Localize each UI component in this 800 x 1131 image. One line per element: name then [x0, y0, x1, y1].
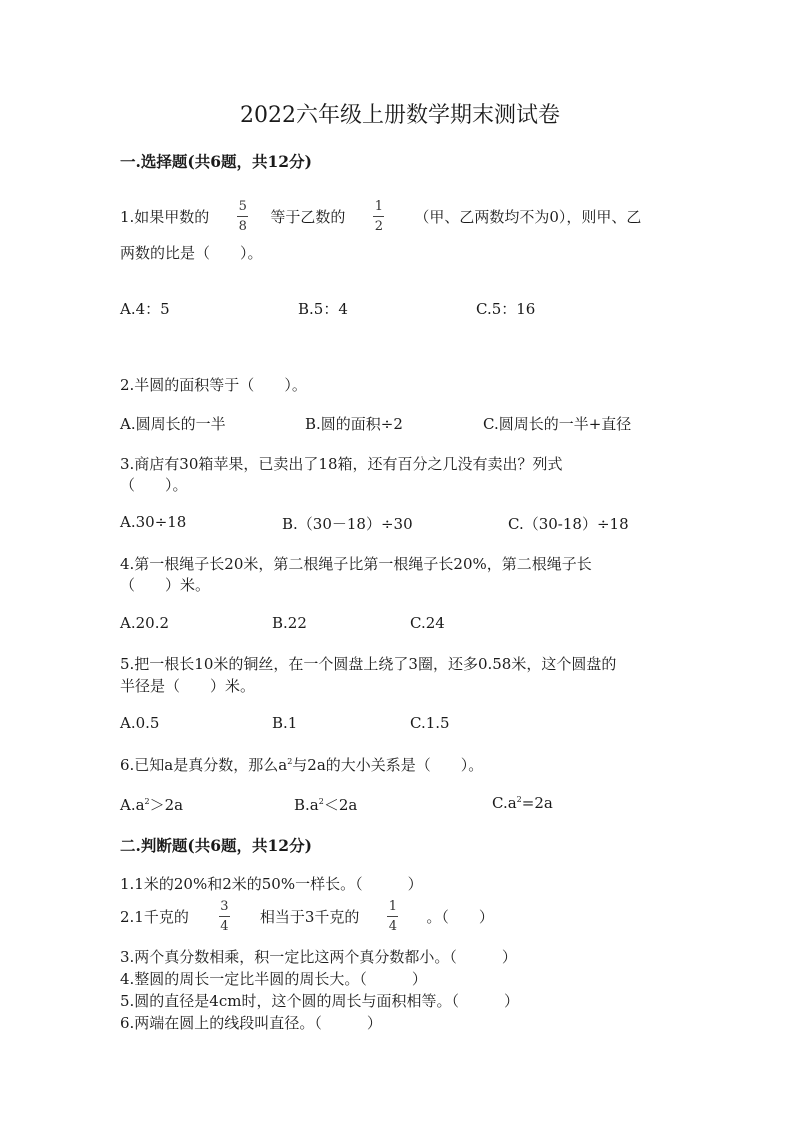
- q4-option-b: B.22: [272, 614, 307, 632]
- fraction-numerator: 1: [374, 199, 383, 214]
- q2-option-c: C.圆周长的一半+直径: [483, 415, 632, 433]
- q1-text-pre: 1.如果甲数的: [120, 208, 210, 226]
- q6-option-b: [294, 794, 357, 815]
- q6-a-pre: A.a: [120, 796, 145, 814]
- question-4: 4.第一根绳子长20米，第二根绳子比第一根绳子长20%，第二根绳子长: [120, 555, 592, 573]
- fraction-one-half: [373, 200, 384, 233]
- page-title: 2022六年级上册数学期末测试卷: [240, 103, 560, 128]
- q6-b-pre: B.a: [294, 796, 319, 814]
- q6-option-c: [492, 794, 553, 812]
- q1-option-b: B.5：4: [298, 300, 348, 318]
- q1-option-a: A.4：5: [120, 300, 170, 318]
- question-6: [120, 754, 483, 775]
- q2-option-a: A.圆周长的一半: [120, 415, 226, 433]
- q6-c-post: =2a: [521, 794, 553, 812]
- q3-line2: （ ）。: [120, 476, 188, 494]
- judgement-2: [120, 900, 494, 933]
- fraction-denominator: 8: [238, 219, 247, 234]
- superscript-2: 2: [287, 757, 293, 766]
- j2-text-mid: 相当于3千克的: [259, 908, 360, 926]
- q1-text-mid: 等于乙数的: [270, 208, 346, 226]
- q6-text-pre: 6.已知a是真分数，那么a: [120, 756, 288, 774]
- q5-line2: 半径是（ ）米。: [120, 677, 256, 695]
- q6-b-post: ＜2a: [323, 796, 358, 814]
- question-2: 2.半圆的面积等于（ ）。: [120, 376, 307, 394]
- fraction-numerator: 3: [220, 899, 229, 914]
- fraction-one-quarter: [387, 900, 398, 933]
- fraction-five-eighths: [237, 200, 248, 233]
- q1-text-post: （甲、乙两数均不为0），则甲、乙: [414, 208, 642, 226]
- q3-option-c: C.（30-18）÷18: [508, 515, 629, 533]
- fraction-denominator: 4: [220, 919, 229, 934]
- q1-line2: 两数的比是（ ）。: [120, 244, 263, 262]
- q3-option-a: A.30÷18: [120, 513, 187, 531]
- superscript-2: 2: [516, 795, 522, 804]
- q6-text-post: 与2a的大小关系是（ ）。: [292, 756, 484, 774]
- q5-option-a: A.0.5: [120, 714, 160, 732]
- fraction-denominator: 4: [388, 919, 398, 934]
- q6-a-post: ＞2a: [149, 796, 184, 814]
- q4-option-c: C.24: [410, 614, 445, 632]
- question-5: 5.把一根长10米的铜丝，在一个圆盘上绕了3圈，还多0.58米，这个圆盘的: [120, 655, 617, 673]
- judgement-3: 3.两个真分数相乘，积一定比这两个真分数都小。（ ）: [120, 948, 517, 966]
- q4-option-a: A.20.2: [120, 614, 169, 632]
- judgement-4: 4.整圆的周长一定比半圆的周长大。（ ）: [120, 970, 427, 988]
- q1-option-c: C.5：16: [476, 300, 536, 318]
- j2-text-post: 。（ ）: [426, 908, 494, 926]
- fraction-denominator: 2: [374, 219, 383, 234]
- j2-text-pre: 2.1千克的: [120, 908, 189, 926]
- superscript-2: 2: [144, 797, 150, 806]
- q5-option-b: B.1: [272, 714, 298, 732]
- q2-option-b: B.圆的面积÷2: [305, 415, 403, 433]
- q5-option-c: C.1.5: [410, 714, 450, 732]
- judgement-5: 5.圆的直径是4cm时，这个圆的周长与面积相等。（ ）: [120, 992, 519, 1010]
- question-1: [120, 200, 641, 233]
- judgement-1: 1.1米的20%和2米的50%一样长。（ ）: [120, 875, 423, 893]
- q3-option-b: B.（30－18）÷30: [282, 515, 413, 533]
- section-heading-choice: 一.选择题(共6题，共12分): [120, 152, 312, 171]
- question-3: 3.商店有30箱苹果，已卖出了18箱，还有百分之几没有卖出？列式: [120, 455, 563, 473]
- fraction-numerator: 5: [238, 199, 247, 214]
- q4-line2: （ ）米。: [120, 576, 211, 594]
- q6-c-pre: C.a: [492, 794, 517, 812]
- judgement-6: 6.两端在圆上的线段叫直径。（ ）: [120, 1014, 382, 1032]
- q6-option-a: [120, 794, 183, 815]
- fraction-three-quarters: [219, 900, 230, 933]
- fraction-numerator: 1: [388, 899, 398, 914]
- section-heading-judgement: 二.判断题(共6题，共12分): [120, 836, 312, 855]
- superscript-2: 2: [318, 797, 324, 806]
